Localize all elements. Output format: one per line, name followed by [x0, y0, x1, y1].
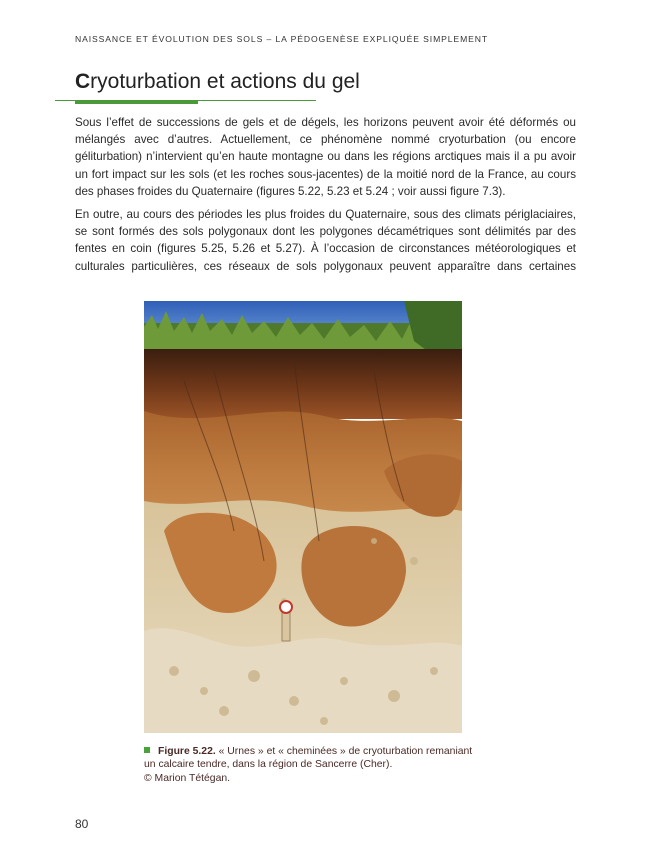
section-title — [75, 70, 360, 94]
soil-profile-photo — [144, 301, 462, 733]
caption-text: « Urnes » et « cheminées » de cryoturbation remaniant un calcaire tendre, dans la région de Sancerre (Cher). — [144, 746, 473, 771]
paragraph: Sous l’effet de successions de gels et de dégels, les horizons peuvent avoir été déformés ou mélangés avec d’autres. Actuellement, ce phénomène nommé cryoturbation (ou encore géliturbation) n’intervient qu’en haute montagne ou dans les régions arctiques mais il a pu avoir un fort impact sur les sols (et les roches sous-jacentes) de la moitié nord de la France, au cours des phases froides du Quaternaire (figures 5.22, 5.23 et 5.24 ; voir aussi figure 7.3). — [75, 116, 576, 198]
figure-label: Figure 5.22. — [158, 746, 216, 757]
body-text — [75, 114, 576, 281]
paragraph: En outre, au cours des périodes les plus froides du Quaternaire, sous des climats périglaciaires, se sont formés des sols polygonaux dont les polygones décamétriques sont délimités par des fentes en coin (figures 5.25, 5.26 et 5.27). À l’occasion de circonstances météorologiques et culturales particulières, ces réseaux de sols polygonaux peuvent apparaître dans certaines — [75, 208, 576, 273]
figure-caption — [144, 745, 474, 785]
caption-marker-icon — [144, 747, 150, 753]
running-head: NAISSANCE ET ÉVOLUTION DES SOLS – LA PÉDOGENÈSE EXPLIQUÉE SIMPLEMENT — [75, 34, 489, 44]
title-underline-accent — [75, 100, 198, 104]
photo-credit: © Marion Tétégan. — [144, 772, 231, 784]
section-title-initial: C — [75, 70, 91, 93]
section-title-text: ryoturbation et actions du gel — [90, 70, 360, 93]
page-number: 80 — [75, 817, 89, 831]
